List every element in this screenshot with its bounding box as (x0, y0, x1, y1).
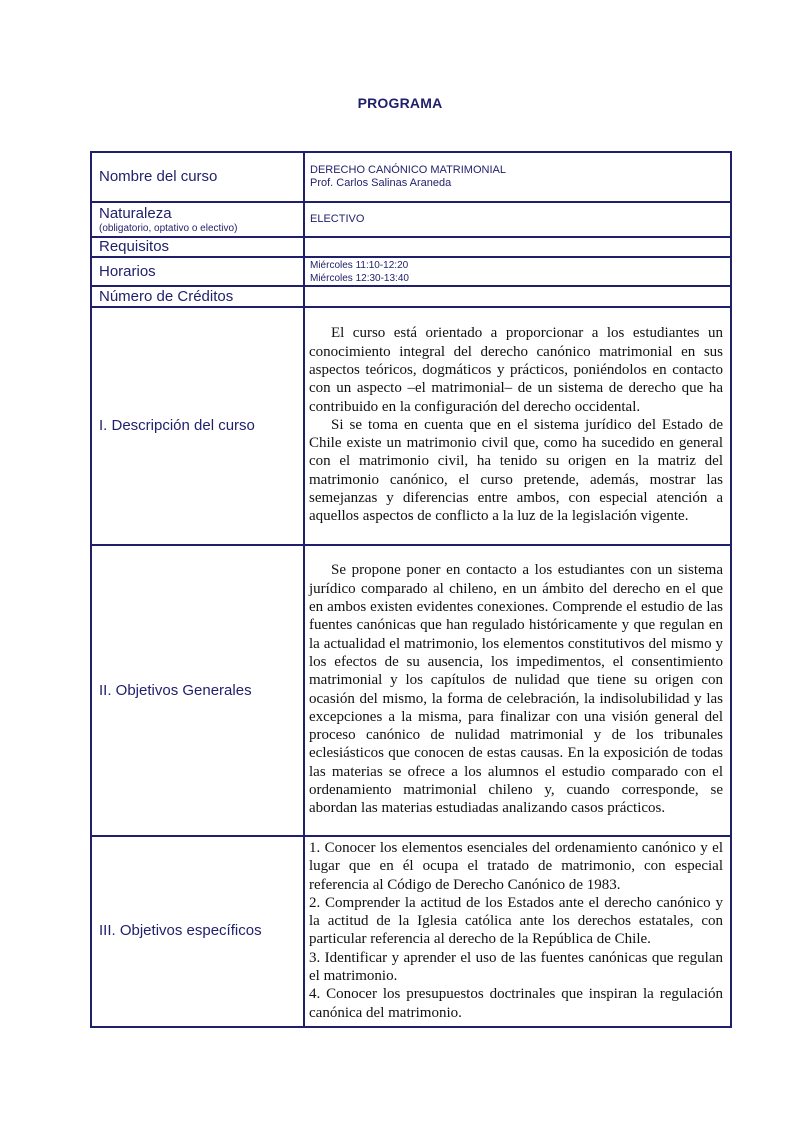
row-generales (91, 545, 731, 836)
value-nombre (304, 152, 731, 202)
descripcion-paragraph-1: El curso está orientado a proporcionar a los estudiantes un conocimiento integral del derecho canónico matrimonial en sus aspectos teóricos, dogmáticos y prácticos, poniéndolos en contacto con un aspecto –el matrimonial– de un sistema de derecho que ha contribuido en la configuración del derecho occidental. (309, 325, 723, 415)
label-requisitos: Requisitos (91, 237, 304, 257)
course-name: DERECHO CANÓNICO MATRIMONIAL (310, 164, 506, 176)
objetivo-2: 2. Comprender la actitud de los Estados ante el derecho canónico y la actitud de la Iglesia católica ante los derechos estatales, con particular referencia al derecho de la República de Chile. (309, 894, 723, 948)
value-naturaleza: ELECTIVO (304, 202, 731, 237)
value-requisitos (304, 237, 731, 257)
value-especificos (304, 836, 731, 1027)
horario-2: Miércoles 12:30-13:40 (310, 272, 409, 284)
row-especificos (91, 836, 731, 1027)
objetivo-3: 3. Identificar y aprender el uso de las fuentes canónicas que regulan el matrimonio. (309, 949, 723, 985)
row-horarios (91, 257, 731, 286)
row-creditos (91, 286, 731, 307)
row-naturaleza (91, 202, 731, 237)
label-generales: II. Objetivos Generales (91, 545, 304, 836)
naturaleza-subtitle: (obligatorio, optativo o electivo) (99, 222, 238, 234)
horario-1: Miércoles 11:10-12:20 (310, 259, 409, 271)
value-descripcion (304, 307, 731, 545)
label-naturaleza (91, 202, 304, 237)
objetivo-1: 1. Conocer los elementos esenciales del ordenamiento canónico y el lugar que en él ocupa el tratado de matrimonio, con especial referencia al Código de Derecho Canónico de 1983. (309, 840, 723, 893)
value-generales (304, 545, 731, 836)
value-horarios (304, 257, 731, 286)
row-requisitos (91, 237, 731, 257)
professor-name: Prof. Carlos Salinas Araneda (310, 177, 452, 189)
label-nombre: Nombre del curso (91, 152, 304, 202)
objetivo-4: 4. Conocer los presupuestos doctrinales que inspiran la regulación canónica del matrimonio. (309, 986, 723, 1021)
program-table (90, 151, 732, 1028)
descripcion-paragraph-2: Si se toma en cuenta que en el sistema jurídico del Estado de Chile existe un matrimonio civil que, como ha sucedido en general con el matrimonio civil, ha tenido su origen en la matriz del matrimonio canónico, el curso pretende, además, mostrar las semejanzas y diferencias entre ambos, con especial atención a aquellos aspectos de conflicto a la luz de la legislación vigente. (309, 416, 723, 525)
page-title: PROGRAMA (357, 95, 443, 111)
row-nombre (91, 152, 731, 202)
row-descripcion (91, 307, 731, 545)
naturaleza-title: Naturaleza (99, 204, 172, 222)
label-creditos: Número de Créditos (91, 286, 304, 307)
label-especificos: III. Objetivos específicos (91, 836, 304, 1027)
value-creditos (304, 286, 731, 307)
label-descripcion: I. Descripción del curso (91, 307, 304, 545)
label-horarios: Horarios (91, 257, 304, 286)
generales-paragraph: Se propone poner en contacto a los estudiantes con un sistema jurídico comparado al chileno, en un ámbito del derecho en el que en ambos existen evidentes conexiones. Comprende el estudio de las fuentes canónicas que han regulado históricamente y que regulan en la actualidad el matrimonio, los elementos constitutivos del mismo y los efectos de su ausencia, los impedimentos, el consentimiento matrimonial y los capítulos de nulidad que tiene su origen con ocasión del mismo, la forma de celebración, la indisolubilidad y las excepciones a la misma, para finalizar con una visión general del proceso canónico de nulidad matrimonial y de los tribunales eclesiásticos que conocen de estas causas. En la exposición de todas las materias se ofrece a los alumnos el estudio comparado con el ordenamiento matrimonial chileno y, cuando corresponde, se abordan las materias estudiadas analizando casos prácticos. (309, 562, 723, 817)
